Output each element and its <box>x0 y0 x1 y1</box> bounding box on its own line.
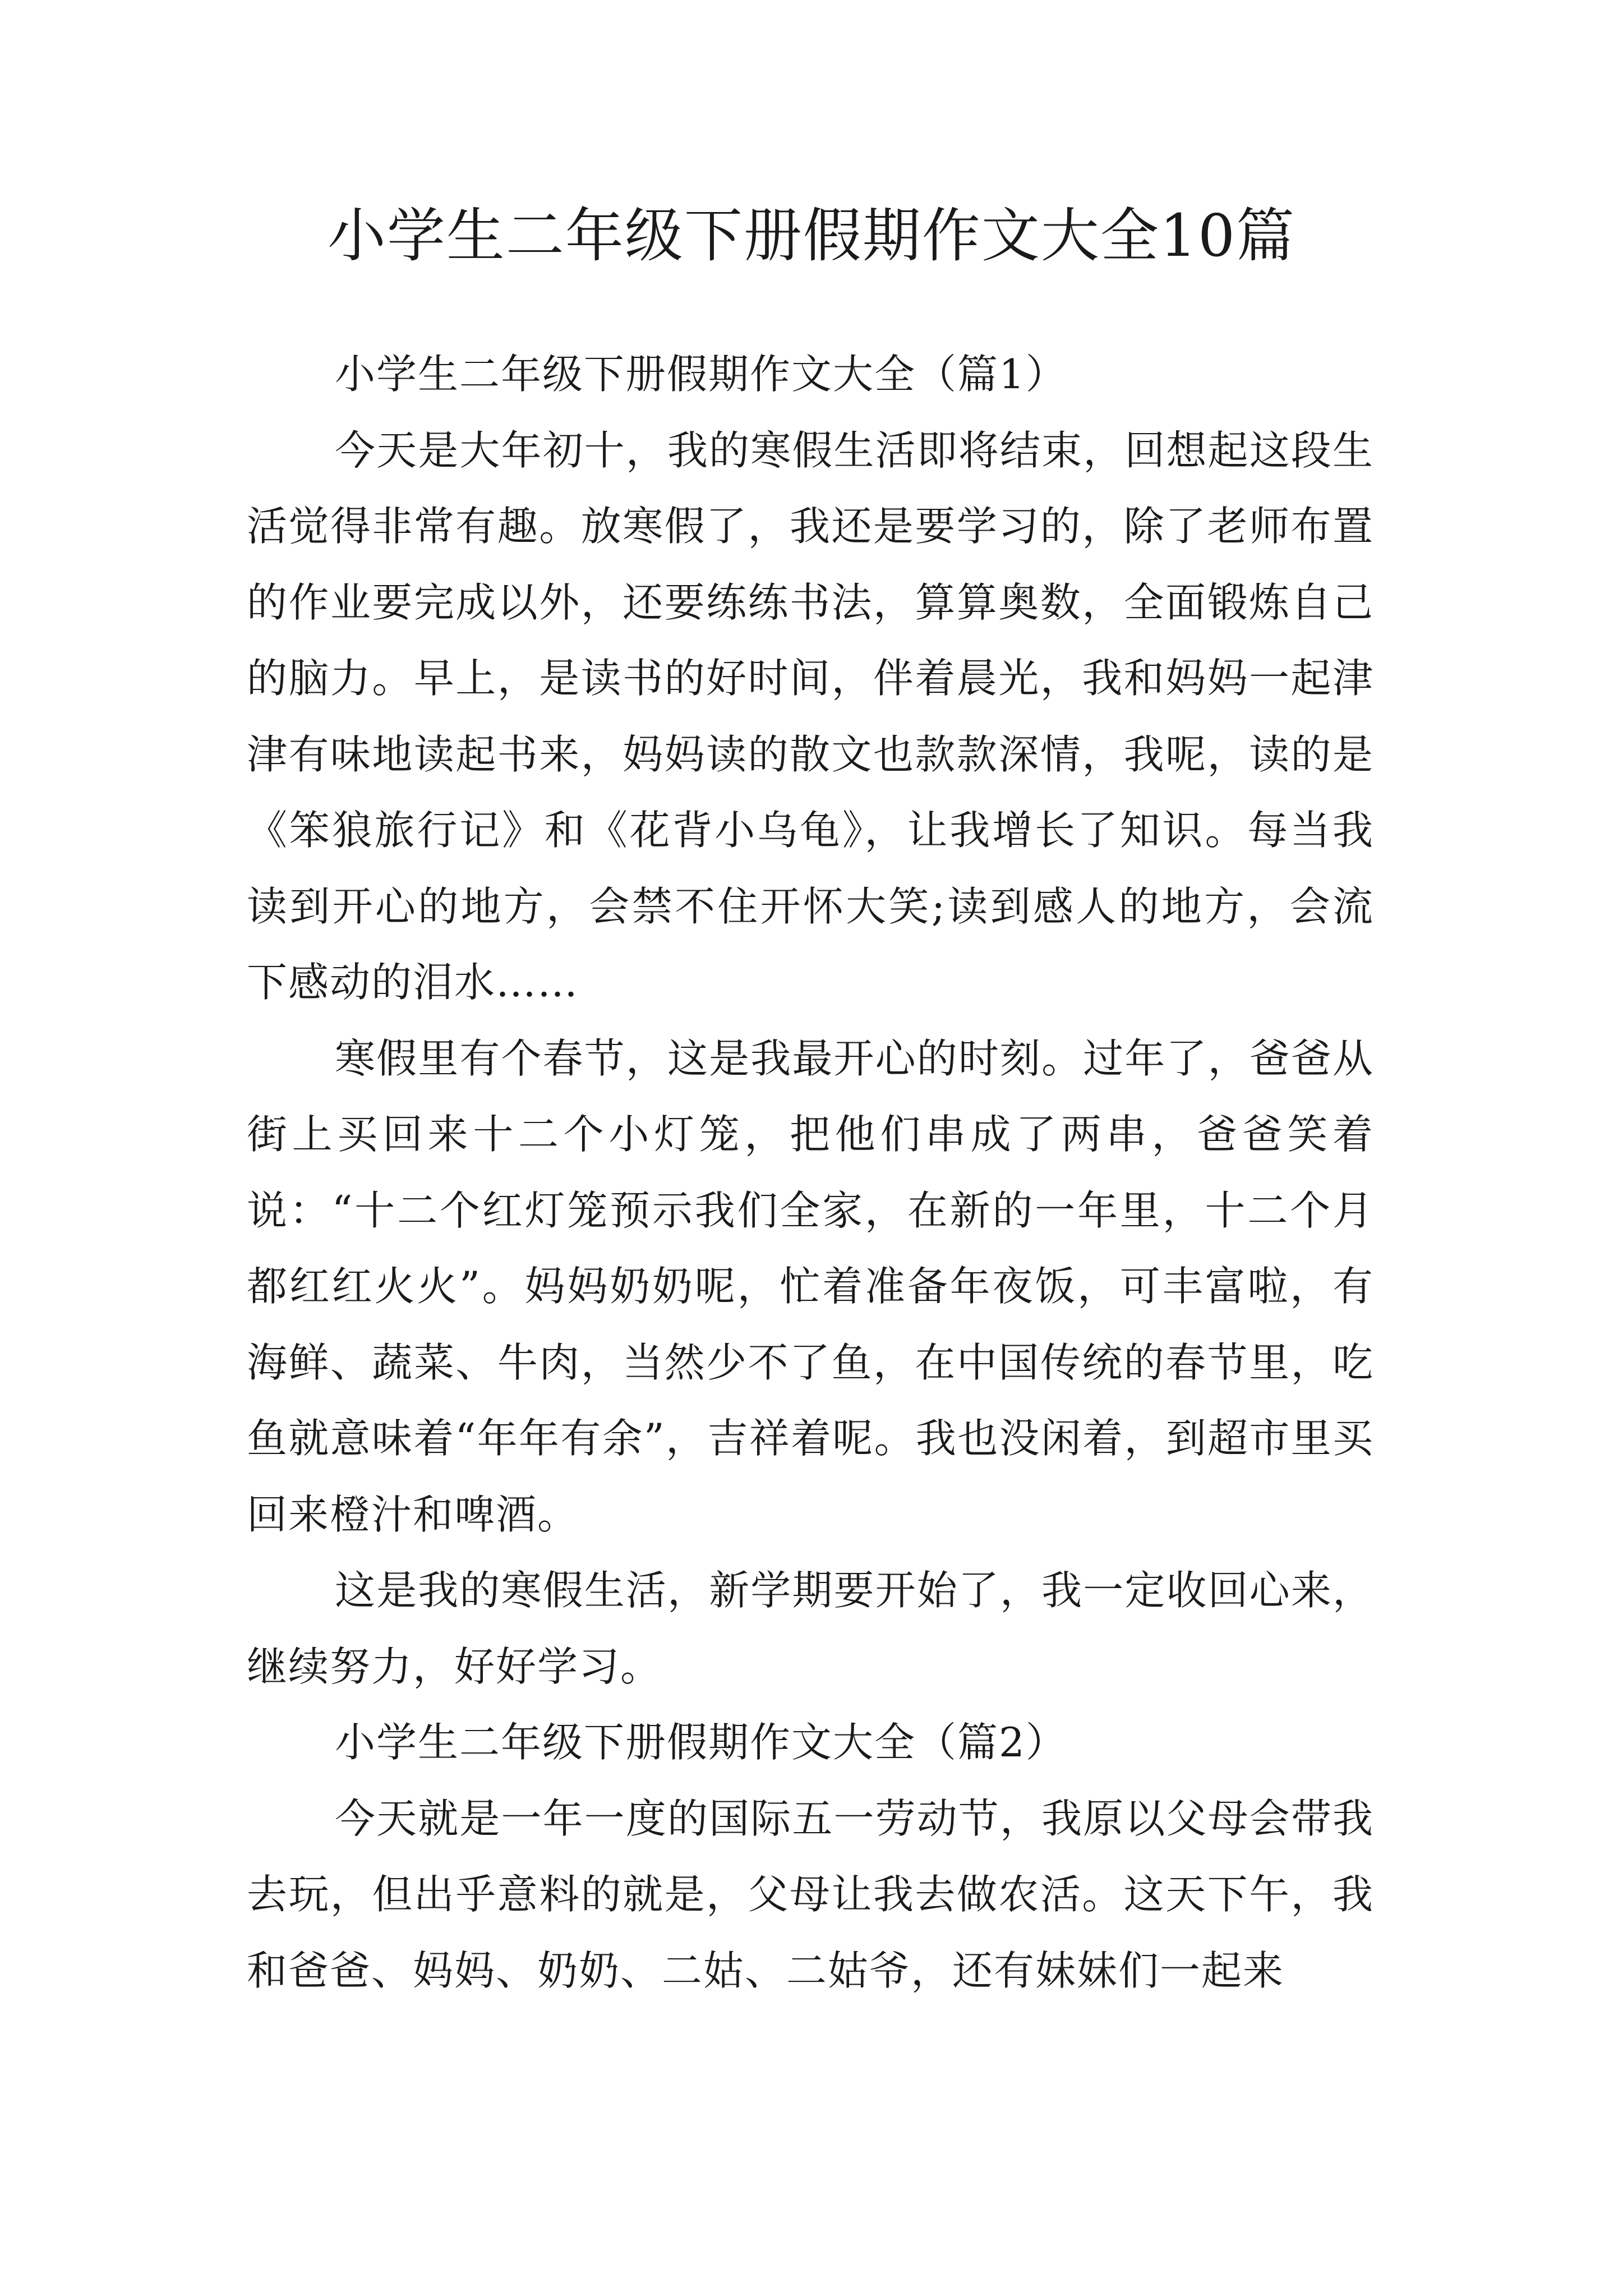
paragraph: 今天就是一年一度的国际五一劳动节，我原以父母会带我去玩，但出乎意料的就是，父母让我去做农活。这天下午，我和爸爸、妈妈、奶奶、二姑、二姑爷，还有妹妹们一起来 <box>247 1795 1374 1994</box>
paragraph: 寒假里有个春节，这是我最开心的时刻。过年了，爸爸从街上买回来十二个小灯笼，把他们串成了两串，爸爸笑着说：“十二个红灯笼预示我们全家，在新的一年里，十二个月都红红火火”。妈妈奶奶呢，忙着准备年夜饭，可丰富啦，有海鲜、蔬菜、牛肉，当然少不了鱼，在中国传统的春节里，吃鱼就意味着“年年有余”，吉祥着呢。我也没闲着，到超市里买回来橙汁和啤酒。 <box>247 1034 1374 1538</box>
paragraph: 今天是大年初十，我的寒假生活即将结束，回想起这段生活觉得非常有趣。放寒假了，我还是要学习的，除了老师布置的作业要完成以外，还要练练书法，算算奥数，全面锻炼自己的脑力。早上，是读书的好时间，伴着晨光，我和妈妈一起津津有味地读起书来，妈妈读的散文也款款深情，我呢，读的是《笨狼旅行记》和《花背小乌龟》，让我增长了知识。每当我读到开心的地方，会禁不住开怀大笑;读到感人的地方，会流下感动的泪水…… <box>247 426 1374 1006</box>
essay-heading-2: 小学生二年级下册假期作文大全（篇2） <box>335 1719 1067 1766</box>
paragraph: 这是我的寒假生活，新学期要开始了，我一定收回心来，继续努力，好好学习。 <box>247 1567 1374 1690</box>
essay-heading-1: 小学生二年级下册假期作文大全（篇1） <box>335 351 1067 398</box>
document-body <box>247 337 1374 2009</box>
document-title: 小学生二年级下册假期作文大全10篇 <box>327 201 1296 270</box>
